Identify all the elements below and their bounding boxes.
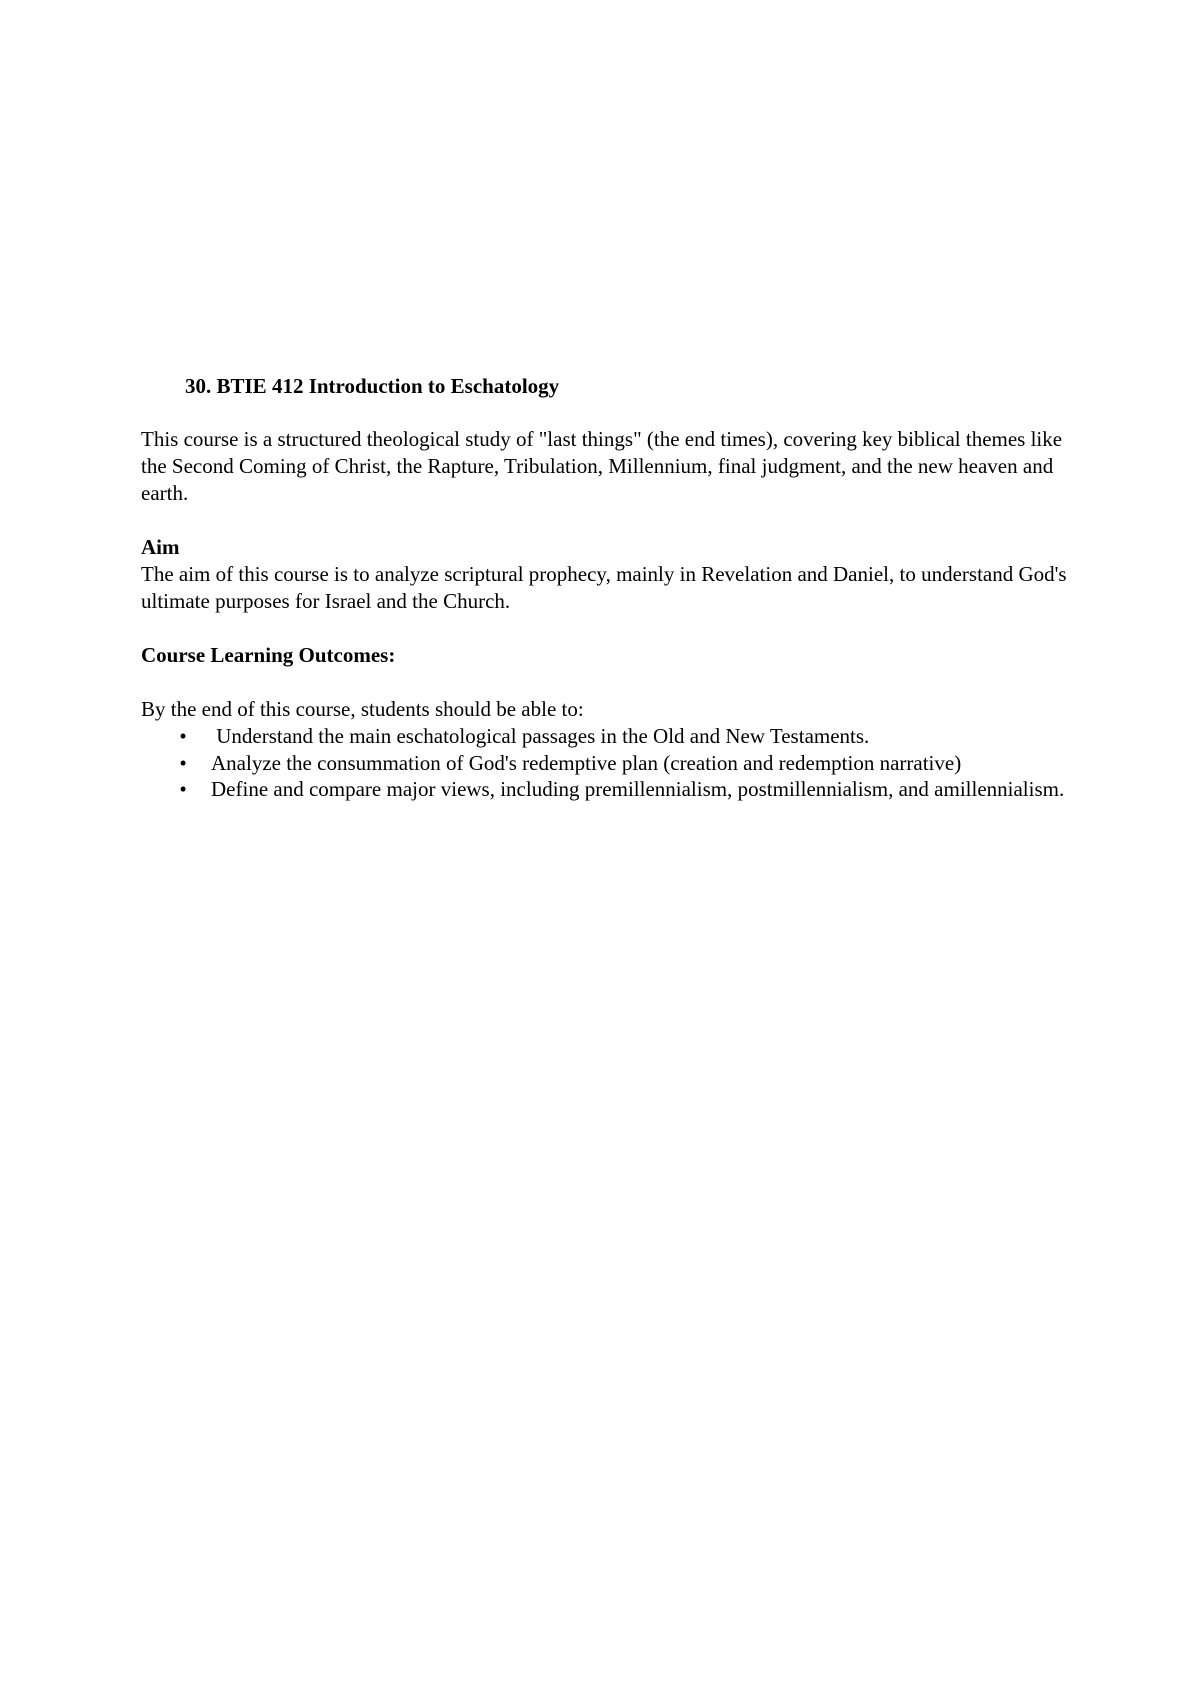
bullet-icon: • [179, 777, 187, 801]
outcome-text: Analyze the consummation of God's redemptive plan (creation and redemption narrative) [211, 750, 962, 775]
aim-text: The aim of this course is to analyze scriptural prophecy, mainly in Revelation and Daniel, to understand God's ultimate purposes for Israel and the Church. [141, 562, 1067, 613]
bullet-icon: • [179, 724, 187, 748]
document-body [141, 373, 1071, 803]
spacer [141, 507, 1071, 534]
outcome-item [179, 776, 1071, 803]
outcomes-heading: Course Learning Outcomes: [141, 643, 396, 667]
outcome-text: Define and compare major views, including premillennialism, postmillennialism, and amillennialism. [211, 777, 1065, 801]
spacer [141, 669, 1071, 696]
outcome-text: Understand the main eschatological passages in the Old and New Testaments. [211, 724, 870, 748]
outcome-item [179, 723, 1071, 750]
bullet-icon: • [179, 750, 187, 775]
course-title: 30. BTIE 412 Introduction to Eschatology [185, 374, 560, 398]
spacer [141, 615, 1071, 642]
course-description: This course is a structured theological study of "last things" (the end times), covering key biblical themes like the Second Coming of Christ, the Rapture, Tribulation, Millennium, final judgment, and the new heaven and earth. [141, 427, 1063, 505]
outcomes-list [141, 723, 1071, 803]
outcomes-intro: By the end of this course, students should be able to: [141, 697, 584, 721]
outcome-item [179, 750, 1071, 777]
aim-heading: Aim [141, 535, 180, 559]
